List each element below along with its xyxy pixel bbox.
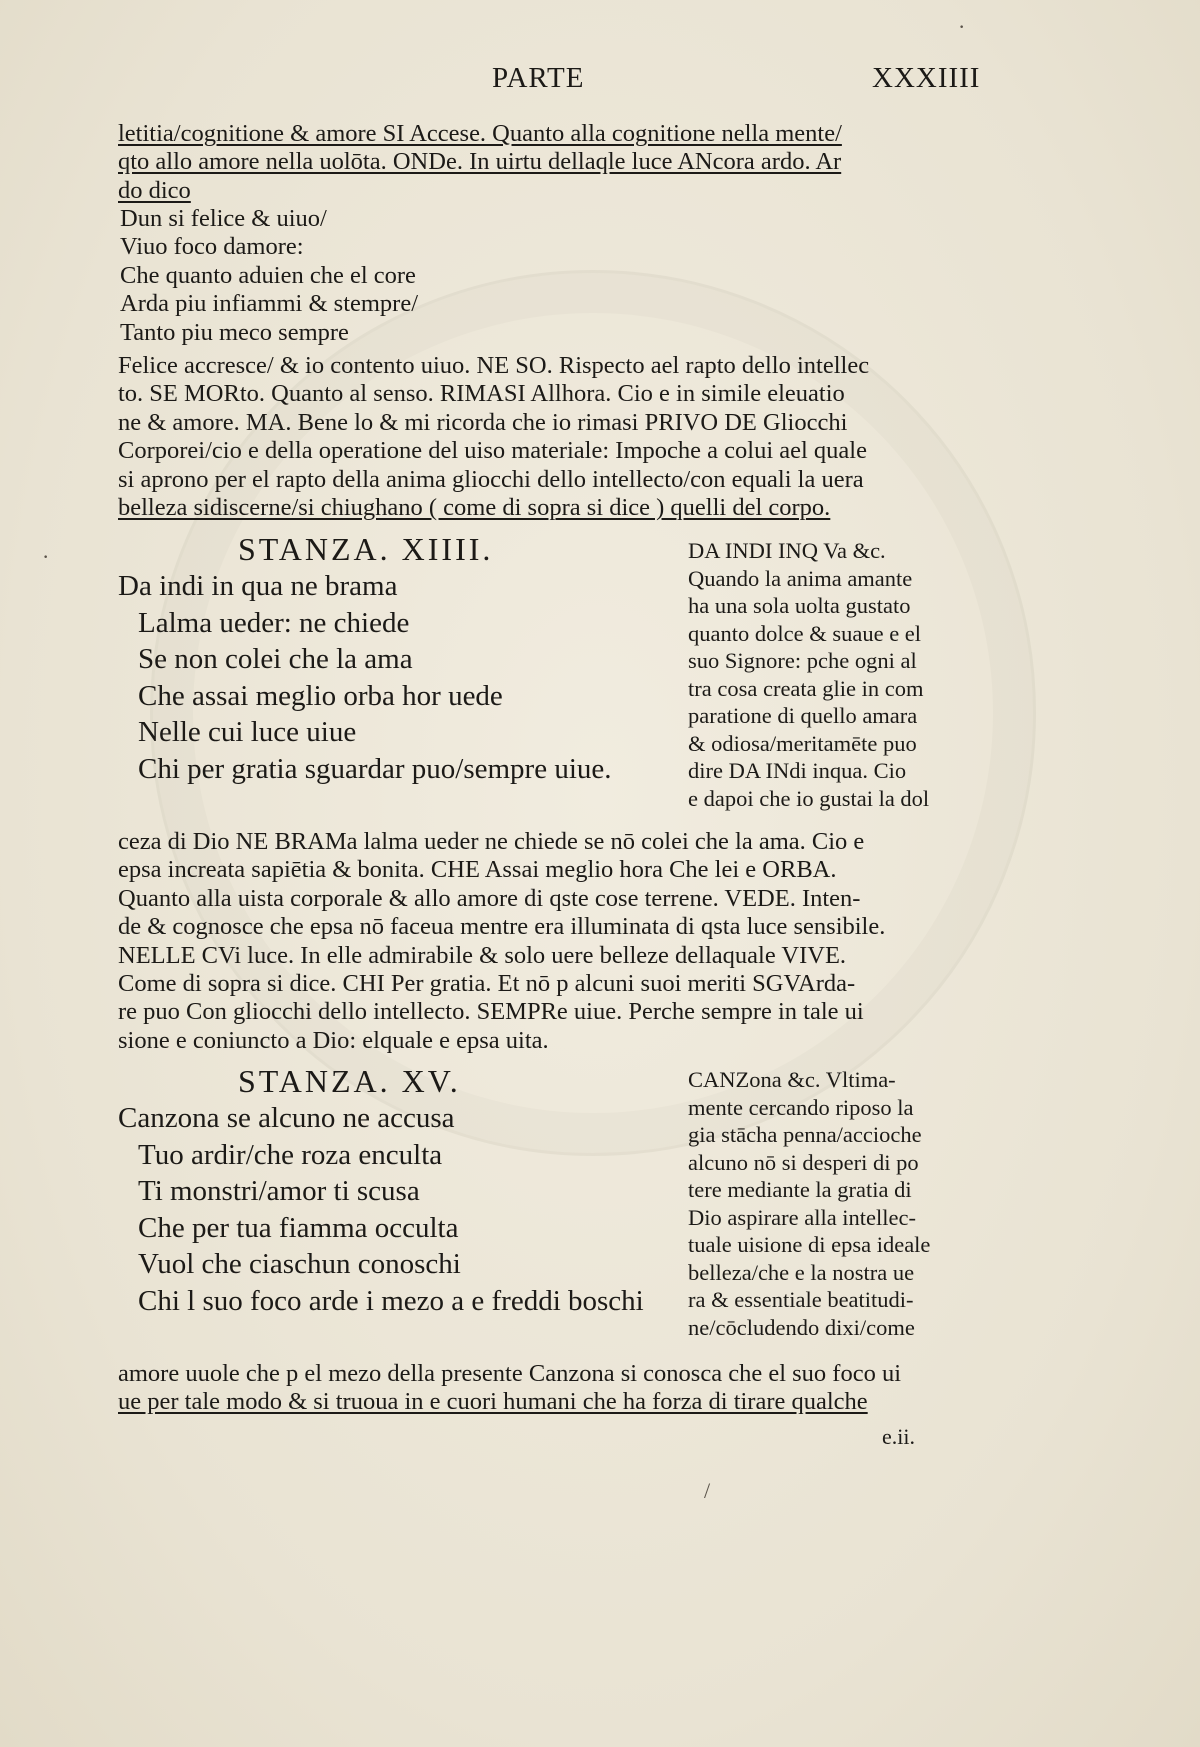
verse-line: Che per tua fiamma occulta: [138, 1211, 459, 1244]
text-line: re puo Con gliocchi dello intellecto. SEMPRe uiue. Perche sempre in tale ui: [118, 998, 864, 1026]
commentary-line: paratione di quello amara: [688, 703, 918, 728]
text-line: letitia/cognitione & amore SI Accese. Quanto alla cognitione nella mente/: [118, 120, 842, 147]
prose-top: [118, 120, 998, 205]
verse-line: Tuo ardir/che roza enculta: [138, 1138, 443, 1171]
ink-speck: ·: [42, 544, 50, 569]
stanza-15-commentary: [688, 1066, 988, 1341]
commentary-line: ha una sola uolta gustato: [688, 593, 911, 618]
verse-line: Che quanto aduien che el core: [120, 261, 416, 289]
verse-line: Tanto piu meco sempre: [120, 318, 349, 346]
verse-line: Ti monstri/amor ti scusa: [138, 1175, 420, 1207]
stanza-heading-14: STANZA. XIIII.: [238, 531, 494, 567]
verse-top: [118, 205, 998, 347]
commentary-line: Dio aspirare alla intellec-: [688, 1204, 917, 1230]
text-line: ne & amore. MA. Bene lo & mi ricorda che io rimasi PRIVO DE Gliocchi: [118, 408, 848, 436]
verse-line: Viuo foco damore:: [120, 233, 304, 261]
commentary-line: mente cercando riposo la: [688, 1094, 914, 1120]
text-line: Come di sopra si dice. CHI Per gratia. Et nō p alcuni suoi meriti SGVArda-: [118, 969, 856, 997]
text-line: de & cognosce che epsa nō faceua mentre era illuminata di qsta luce sensibile.: [118, 913, 886, 941]
prose-after-stanza-14: [118, 828, 998, 1055]
text-line: do dico: [118, 176, 191, 204]
commentary-line: belleza/che e la nostra ue: [688, 1259, 915, 1285]
ink-speck: /: [704, 1478, 711, 1503]
verse-line: Chi l suo foco arde i mezo a e freddi boschi: [138, 1284, 644, 1317]
text-line: qto allo amore nella uolōta. ONDe. In uirtu dellaqle luce ANcora ardo. Ar: [118, 148, 842, 176]
stanza-15-verses: [118, 1100, 678, 1319]
text-line: to. SE MORto. Quanto al senso. RIMASI Allhora. Cio e in simile eleuatio: [118, 380, 845, 408]
commentary-line: quanto dolce & suaue e el: [688, 620, 922, 646]
commentary-line: dire DA INdi inqua. Cio: [688, 758, 907, 783]
text-line: NELLE CVi luce. In elle admirabile & solo uere belleze dellaquale VIVE.: [118, 941, 847, 969]
text-line: sione e coniuncto a Dio: elquale e epsa uita.: [118, 1026, 549, 1054]
verse-line: Canzona se alcuno ne accusa: [118, 1102, 455, 1134]
ink-speck: ·: [958, 14, 966, 39]
commentary-line: suo Signore: pche ogni al: [688, 648, 917, 673]
commentary-line: tere mediante la gratia di: [688, 1177, 912, 1202]
running-title: PARTE: [492, 62, 585, 94]
commentary-line: alcuno nō si desperi di po: [688, 1149, 919, 1175]
commentary-line: ra & essentiale beatitudi-: [688, 1287, 914, 1312]
commentary-line: ne/cōcludendo dixi/come: [688, 1314, 915, 1340]
folio-number: XXXIIII: [872, 62, 981, 94]
prose-middle: [118, 352, 998, 522]
verse-line: Se non colei che la ama: [138, 643, 413, 675]
running-header: [0, 62, 1200, 102]
verse-line: Che assai meglio orba hor uede: [138, 679, 503, 712]
commentary-line: e dapoi che io gustai la dol: [688, 785, 930, 811]
prose-end: [118, 1360, 998, 1417]
text-line: belleza sidiscerne/si chiughano ( come di sopra si dice ) quelli del corpo.: [118, 493, 831, 521]
verse-line: Dun si felice & uiuo/: [120, 205, 327, 232]
text-line: si aprono per el rapto della anima gliocchi dello intellecto/con equali la uera: [118, 465, 864, 493]
text-line: epsa increata sapiētia & bonita. CHE Assai meglio hora Che lei e ORBA.: [118, 856, 837, 884]
text-line: ceza di Dio NE BRAMa lalma ueder ne chiede se nō colei che la ama. Cio e: [118, 828, 865, 855]
verse-line: Nelle cui luce uiue: [138, 716, 357, 748]
commentary-line: CANZona &c. Vltima-: [688, 1067, 896, 1092]
stanza-heading-15: STANZA. XV.: [238, 1063, 461, 1099]
verse-line: Chi per gratia sguardar puo/sempre uiue.: [138, 752, 612, 785]
verse-line: Vuol che ciaschun conoschi: [138, 1248, 461, 1280]
stanza-14-commentary: [688, 537, 988, 812]
signature-mark: e.ii.: [882, 1424, 915, 1449]
commentary-line: & odiosa/meritamēte puo: [688, 730, 917, 756]
commentary-line: Quando la anima amante: [688, 565, 913, 591]
verse-line: Da indi in qua ne brama: [118, 570, 398, 602]
commentary-line: DA INDI INQ Va &c.: [688, 538, 886, 563]
commentary-line: tra cosa creata glie in com: [688, 675, 924, 701]
commentary-line: gia stācha penna/accioche: [688, 1122, 922, 1147]
text-line: amore uuole che p el mezo della presente Canzona si conosca che el suo foco ui: [118, 1360, 902, 1387]
verse-line: Lalma ueder: ne chiede: [138, 606, 410, 639]
text-line: ue per tale modo & si truoua in e cuori humani che ha forza di tirare qualche: [118, 1388, 868, 1416]
text-line: Corporei/cio e della operatione del uiso materiale: Impoche a colui ael quale: [118, 437, 867, 465]
commentary-line: tuale uisione di epsa ideale: [688, 1232, 931, 1257]
verse-line: Arda piu infiammi & stempre/: [120, 290, 419, 318]
text-line: Quanto alla uista corporale & allo amore di qste cose terrene. VEDE. Inten-: [118, 884, 861, 912]
stanza-14-verses: [118, 568, 678, 787]
text-line: Felice accresce/ & io contento uiuo. NE SO. Rispecto ael rapto dello intellec: [118, 352, 870, 379]
